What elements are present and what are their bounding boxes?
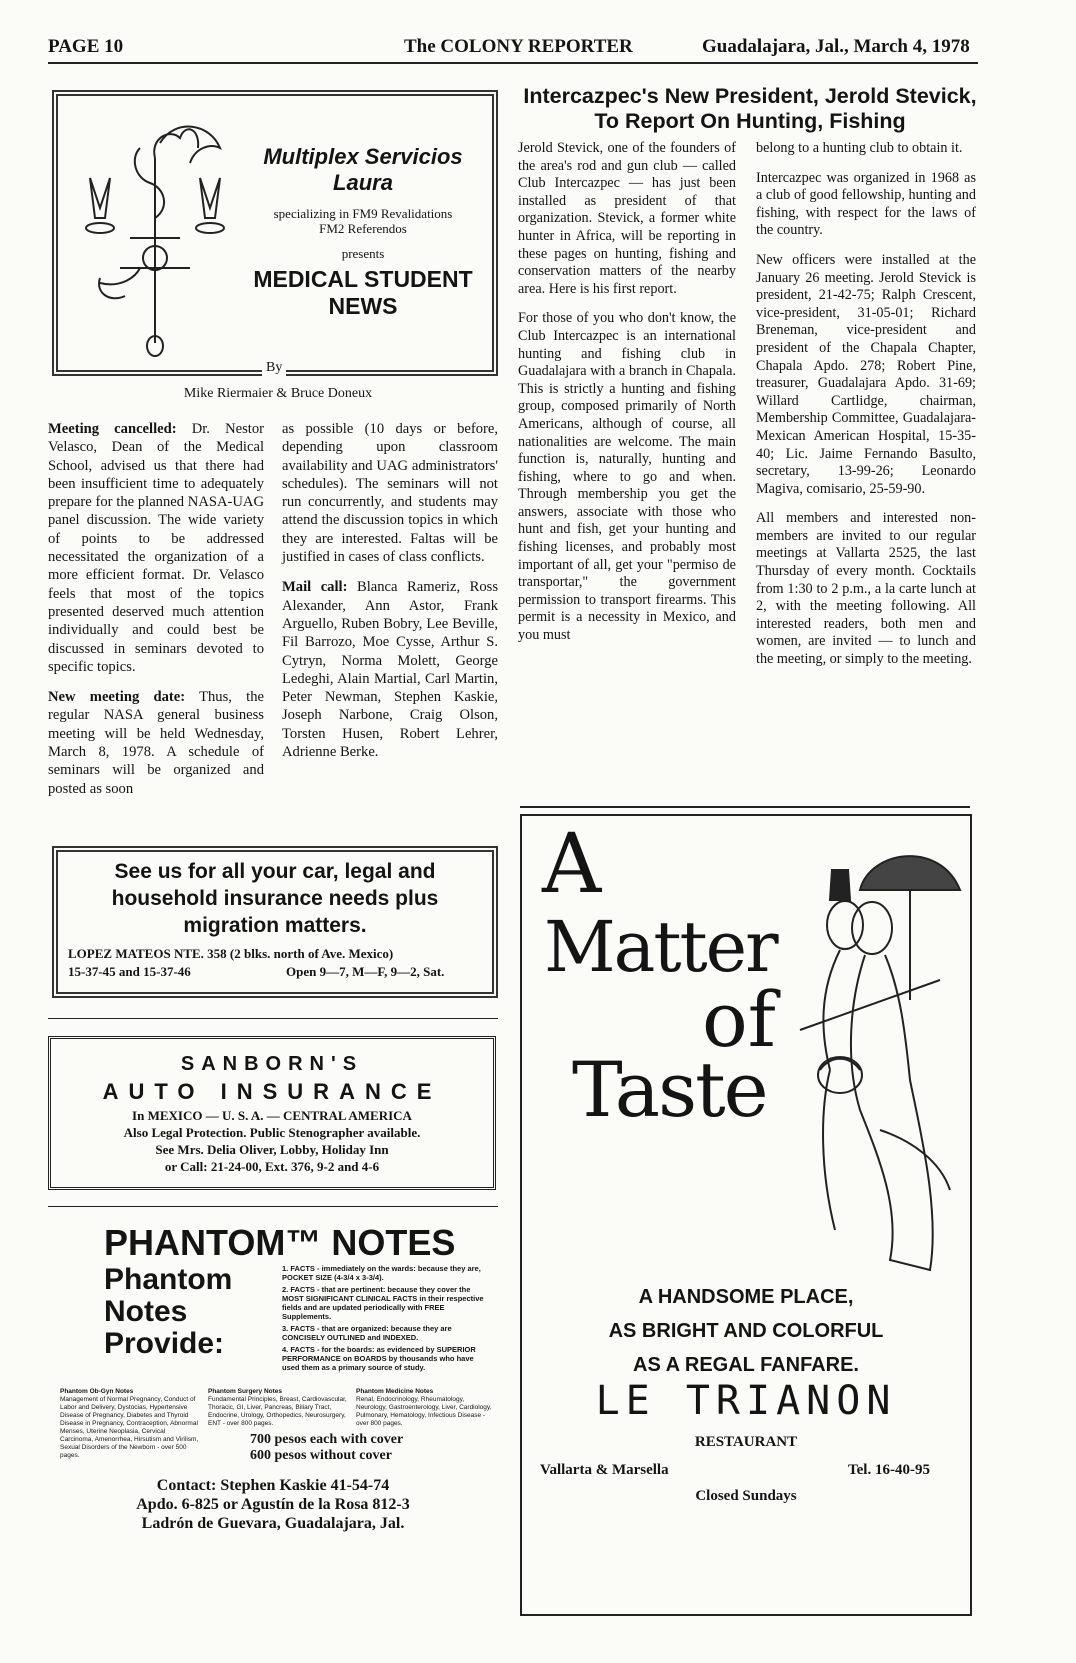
phantom-fact: 1. FACTS - immediately on the wards: because they are, POCKET SIZE (4-3/4 x 3-3/4). — [282, 1264, 481, 1282]
trianon-tag2: AS BRIGHT AND COLORFUL — [608, 1320, 884, 1342]
trianon-script-matter: Matter — [544, 906, 777, 988]
phantom-price-nocover: 600 pesos without cover — [250, 1448, 392, 1463]
victorian-couple-illustration — [790, 830, 970, 1280]
insurance-line2: household insurance needs plus — [111, 887, 439, 910]
med-para — [282, 420, 498, 566]
sanborns-title: AUTO INSURANCE — [102, 1079, 442, 1104]
sanborns-name: SANBORN'S — [180, 1053, 364, 1075]
trianon-script-taste: Taste — [572, 1045, 767, 1134]
page-number: PAGE 10 — [48, 36, 124, 57]
byline-by: By — [262, 360, 286, 376]
trianon-script-a: A — [542, 817, 602, 912]
med-para-lead: Mail call: — [282, 579, 348, 596]
insurance-ad-headline — [58, 858, 492, 939]
phantom-fact: 2. FACTS - that are pertinent: because they cover the MOST SIGNIFICANT CLINICAL FACTS in their respective fields and are updated periodically with FREE Supplements. — [282, 1285, 484, 1321]
sanborns-ad — [48, 1036, 496, 1190]
phantom-provide-line2: Notes — [104, 1295, 188, 1328]
msl-referendos: FM2 Referendos — [319, 221, 407, 236]
insurance-line3: migration matters. — [183, 914, 367, 937]
msl-specialty — [238, 206, 488, 236]
intercazpec-col1 — [518, 140, 736, 657]
phantom-contact — [48, 1476, 498, 1533]
ad-divider — [48, 1018, 498, 1019]
insurance-line1: See us for all your car, legal and — [114, 860, 436, 883]
dateline: Guadalajara, Jal., March 4, 1978 — [702, 36, 970, 57]
phantom-facts — [282, 1264, 492, 1372]
byline-authors: Mike Riermaier & Bruce Doneux — [183, 386, 373, 401]
intercazpec-para: New officers were installed at the January 26 meeting. Jerold Stevick is president, 21-42-75; Ralph Crescent, vice-president, 31-05-01; Richard Breneman, vice-president and president of the Chapala Chapter, Chapala Apdo. 278; Robert Pine, treasurer, Guadalajara Apdo. 31-69; Willard Cartlidge, chairman, Membership Committee, Guadalajara-Mexican American Hospital, 15-35-40; Lic. Jaime Fernando Basulto, secretary, 13-99-26; Leonardo Magiva, comisario, 25-59-90. — [756, 251, 976, 497]
med-para-text: Blanca Rameriz, Ross Alexander, Ann Astor, Frank Arguello, Ruben Bobry, Lee Beville, Fil Barrozo, Moe Cysse, Arthur S. Cytryn, Norma Molett, George Ledeghi, Alain Martial, Carl Martin, Peter Newman, Stephen Kaskie, Joseph Narbone, Craig Olson, Torsten Husen, Robert Lehrer, Adrienne Berke. — [282, 579, 498, 761]
trianon-kind: RESTAURANT — [694, 1434, 798, 1450]
phantom-book-name: Phantom Surgery Notes — [208, 1388, 283, 1395]
newspaper-name: The COLONY REPORTER — [404, 36, 633, 57]
intercazpec-headline: Intercazpec's New President, Jerold Stevick, To Report On Hunting, Fishing — [523, 84, 977, 133]
med-news-col1 — [48, 420, 264, 810]
insurance-address: LOPEZ MATEOS NTE. 358 (2 blks. north of Ave. Mexico) — [68, 946, 394, 961]
phantom-contact-line2: Apdo. 6-825 or Agustín de la Rosa 812-3 — [136, 1496, 410, 1513]
intercazpec-para: Jerold Stevick, one of the founders of the area's rod and gun club — called Club Intercazpec — has just been installed as president of that organization. Stevick, a former white hunter in Africa, will be reporting in these pages on hunting, fishing and conservation matters of the nearby area. Here is his first report. — [518, 140, 736, 297]
phantom-provide-line1: Phantom — [104, 1263, 233, 1296]
sanborns-line3: See Mrs. Delia Oliver, Lobby, Holiday Inn — [155, 1142, 389, 1157]
phantom-book-surgery — [208, 1388, 348, 1428]
trianon-tagline — [522, 1280, 970, 1382]
header-rule — [48, 62, 978, 64]
med-para-text: Thus, the regular NASA general business meeting will be held Wednesday, March 8, 1978. A schedule of seminars will be organized and posted as soon — [48, 689, 265, 797]
trianon-phone: Tel. 16-40-95 — [848, 1462, 930, 1478]
med-para — [282, 578, 498, 761]
med-para-text: Dr. Nestor Velasco, Dean of the Medical School, advised us that there had been insufficient time to adequately prepare for the planned NASA-UAG panel discussion. The wide variety of points to be addressed necessitated the organization of a more efficient format. Dr. Velasco feels that most of the topics presented deserved much attention individually and could best be discussed in seminars devoted to specific topics. — [48, 421, 264, 675]
sanborns-line2: Also Legal Protection. Public Stenographer available. — [123, 1125, 421, 1140]
sanborns-line4: or Call: 21-24-00, Ext. 376, 9-2 and 4-6 — [164, 1159, 380, 1174]
insurance-phones: 15-37-45 and 15-37-46 — [68, 964, 191, 979]
sanborns-line1: In MEXICO — U. S. A. — CENTRAL AMERICA — [132, 1108, 412, 1123]
med-news-col2 — [282, 420, 498, 773]
phantom-provide — [104, 1264, 232, 1360]
phantom-book-desc: Management of Normal Pregnancy, Conduct of Labor and Delivery, Dystocias, Hypertensive Disease of Pregnancy, Diabetes and Thyroid Disease in Pregnancy, Contraception, Abnormal Menses, Uterine Neoplasia, Cervical Carcinoma, Amenorrhea, Hirsutism and Virilism, Sexual Disorders of the Newborn - over 500 pages. — [60, 1396, 199, 1459]
msl-title — [248, 144, 478, 196]
phantom-fact: 3. FACTS - that are organized: because they are CONCISELY OUTLINED and INDEXED. — [282, 1324, 452, 1342]
phantom-book-name: Phantom Ob-Gyn Notes — [60, 1388, 134, 1395]
msl-title-line1: Multiplex Servicios — [263, 144, 463, 169]
phantom-price-cover: 700 pesos each with cover — [250, 1432, 404, 1447]
phantom-book-obgyn — [60, 1388, 200, 1460]
insurance-ad — [52, 846, 498, 998]
med-para — [48, 420, 264, 676]
phantom-book-name: Phantom Medicine Notes — [356, 1388, 434, 1395]
ad-divider — [48, 1206, 498, 1207]
article-end-rule — [520, 806, 970, 808]
intercazpec-para: All members and interested non-members are invited to our regular meetings at Vallarta 2525, the last Thursday of every month. Cocktails from 1:30 to 2 p.m., a la carte lunch at 2, with the meeting following. All interested readers, both men and women, are invited — to lunch and the meeting, or simply to the meeting. — [756, 510, 976, 668]
sanborns-details — [51, 1107, 493, 1175]
trianon-tag3: AS A REGAL FANFARE. — [633, 1354, 859, 1376]
trianon-address: Vallarta & Marsella — [540, 1462, 669, 1478]
phantom-contact-line1: Contact: Stephen Kaskie 41-54-74 — [156, 1477, 390, 1494]
trianon-ad — [520, 814, 972, 1616]
trianon-script-of: of — [702, 975, 776, 1064]
phantom-title: PHANTOM™ NOTES — [104, 1222, 456, 1263]
msl-header-box — [52, 90, 498, 376]
phantom-book-desc: Renal, Endocrinology, Rheumatology, Neurology, Gastroenterology, Liver, Cardiology, Pulmonary, Hematology, Infectious Disease - over 800 pages. — [356, 1396, 492, 1427]
trianon-name: LE TRIANON — [595, 1378, 897, 1424]
page-header — [48, 36, 1028, 62]
trianon-closed: Closed Sundays — [695, 1488, 797, 1504]
msl-specializing: specializing in FM9 Revalidations — [273, 206, 453, 221]
med-para-lead: Meeting cancelled: — [48, 421, 177, 437]
intercazpec-para: For those of you who don't know, the Club Intercazpec is an international hunting and fishing club in Guadalajara with a branch in Chapala. This is strictly a hunting and fishing group, composed primarily of North Americans, although of course, all nationalities are welcome. The main function is, naturally, hunting and fishing, where to go and when. Through membership you get the answers, associate with those who hunt and fish, get your hunting and fishing licenses, and probably most important of all, get your "permiso de transportar," the government permission to transport firearms. This permit is a necessity in Mexico, and you must — [518, 310, 736, 644]
msl-headline: MEDICAL STUDENT NEWS — [253, 266, 473, 319]
phantom-book-medicine — [356, 1388, 496, 1428]
intercazpec-col2 — [756, 140, 976, 681]
phantom-book-desc: Fundamental Principles, Breast, Cardiovascular, Thoracic, GI, Liver, Pancreas, Biliary Tract, Endocrine, Urology, Orthopedics, Neurosurgery, ENT - over 800 pages. — [208, 1396, 347, 1427]
phantom-contact-line3: Ladrón de Guevara, Guadalajara, Jal. — [141, 1515, 405, 1532]
insurance-hours: Open 9—7, M—F, 9—2, Sat. — [286, 964, 445, 979]
intercazpec-para: Intercazpec was organized in 1968 as a club of good fellowship, hunting and fishing, with respect for the laws of the country. — [756, 169, 976, 239]
caduceus-illustration — [80, 118, 250, 358]
med-para-lead: New meeting date: — [48, 689, 186, 706]
msl-title-line2: Laura — [333, 170, 393, 195]
msl-presents: presents — [341, 246, 385, 261]
phantom-fact: 4. FACTS - for the boards: as evidenced by SUPERIOR PERFORMANCE on BOARDS by thousands who have used them as a primary source of study. — [282, 1345, 476, 1372]
trianon-tag1: A HANDSOME PLACE, — [638, 1286, 854, 1308]
intercazpec-para: belong to a hunting club to obtain it. — [756, 140, 963, 156]
med-para-text: as possible (10 days or before, depending upon classroom availability and UAG administrators' schedules). The seminars will not run concurrently, and students may attend the discussion topics in which they are interested. Faltas will be justified in cases of class conflicts. — [282, 421, 498, 566]
med-para — [48, 688, 264, 798]
phantom-prices — [250, 1432, 403, 1464]
phantom-provide-line3: Provide: — [104, 1327, 225, 1360]
